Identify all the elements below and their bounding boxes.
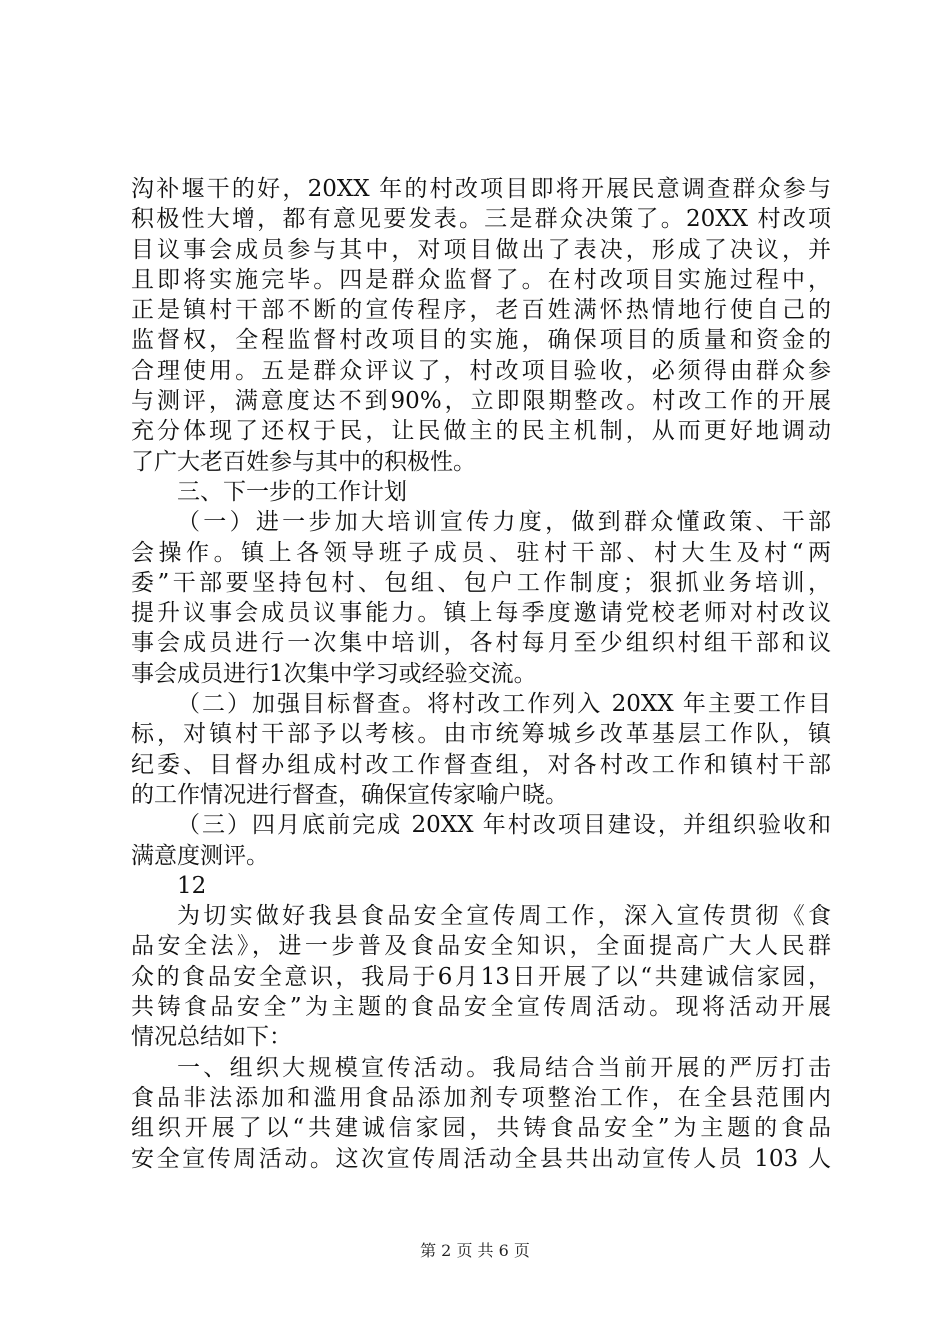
text-line: 合理使用。五是群众评议了，村改项目验收，必须得由群众参 xyxy=(131,357,831,384)
text-line: 正是镇村干部不断的宣传程序，老百姓满怀热情地行使自己的 xyxy=(131,297,831,324)
text-line: 情况总结如下： xyxy=(131,1024,292,1051)
text-line: 三、下一步的工作计划 xyxy=(177,478,407,505)
text-line: （二）加强目标督查。将村改工作列入 20XX 年主要工作目 xyxy=(177,691,831,718)
text-line: 12 xyxy=(177,872,207,899)
text-line: 且即将实施完毕。四是群众监督了。在村改项目实施过程中， xyxy=(131,266,831,293)
text-line: 委”干部要坚持包村、包组、包户工作制度；狠抓业务培训， xyxy=(131,569,831,596)
text-line: 一、组织大规模宣传活动。我局结合当前开展的严厉打击 xyxy=(177,1054,831,1081)
text-line: 事会成员进行一次集中培训，各村每月至少组织村组干部和议 xyxy=(131,630,831,657)
text-line: 沟补堰干的好，20XX 年的村改项目即将开展民意调查群众参与 xyxy=(131,176,831,202)
text-line: 目议事会成员参与其中，对项目做出了表决，形成了决议，并 xyxy=(131,236,831,263)
text-line: 会操作。镇上各领导班子成员、驻村干部、村大生及村“两 xyxy=(131,539,831,566)
document-body xyxy=(131,174,831,1174)
text-line: 共铸食品安全”为主题的食品安全宣传周活动。现将活动开展 xyxy=(131,994,831,1021)
text-line: 众的食品安全意识，我局于6月13日开展了以“共建诚信家园， xyxy=(131,963,831,990)
text-line: 为切实做好我县食品安全宣传周工作，深入宣传贯彻《食 xyxy=(177,903,831,930)
text-line: 安全宣传周活动。这次宣传周活动全县共出动宣传人员 103 人 xyxy=(131,1145,831,1172)
text-line: 品安全法》，进一步普及食品安全知识，全面提高广大人民群 xyxy=(131,933,831,960)
text-line: 组织开展了以“共建诚信家园，共铸食品安全”为主题的食品 xyxy=(131,1115,831,1142)
text-line: （一）进一步加大培训宣传力度，做到群众懂政策、干部 xyxy=(177,509,831,536)
text-line: 的工作情况进行督查，确保宣传家喻户晓。 xyxy=(131,781,568,808)
text-line: 事会成员进行1次集中学习或经验交流。 xyxy=(131,660,537,687)
text-line: 监督权，全程监督村改项目的实施，确保项目的质量和资金的 xyxy=(131,327,831,354)
text-line: 了广大老百姓参与其中的积极性。 xyxy=(131,448,476,475)
text-line: 食品非法添加和滥用食品添加剂专项整治工作，在全县范围内 xyxy=(131,1084,831,1111)
text-line: 积极性大增，都有意见要发表。三是群众决策了。20XX 村改项 xyxy=(131,206,831,233)
text-line: 满意度测评。 xyxy=(131,842,269,869)
text-line: 标，对镇村干部予以考核。由市统筹城乡改革基层工作队，镇 xyxy=(131,721,831,748)
text-line: 提升议事会成员议事能力。镇上每季度邀请党校老师对村改议 xyxy=(131,600,831,627)
text-line: （三）四月底前完成 20XX 年村改项目建设，并组织验收和 xyxy=(177,812,831,839)
text-line: 纪委、目督办组成村改工作督查组，对各村改工作和镇村干部 xyxy=(131,751,831,778)
page-number-footer: 第 2 页 共 6 页 xyxy=(420,1241,530,1260)
text-line: 与测评，满意度达不到90%，立即限期整改。村改工作的开展 xyxy=(131,388,831,415)
text-line: 充分体现了还权于民，让民做主的民主机制，从而更好地调动 xyxy=(131,418,831,445)
